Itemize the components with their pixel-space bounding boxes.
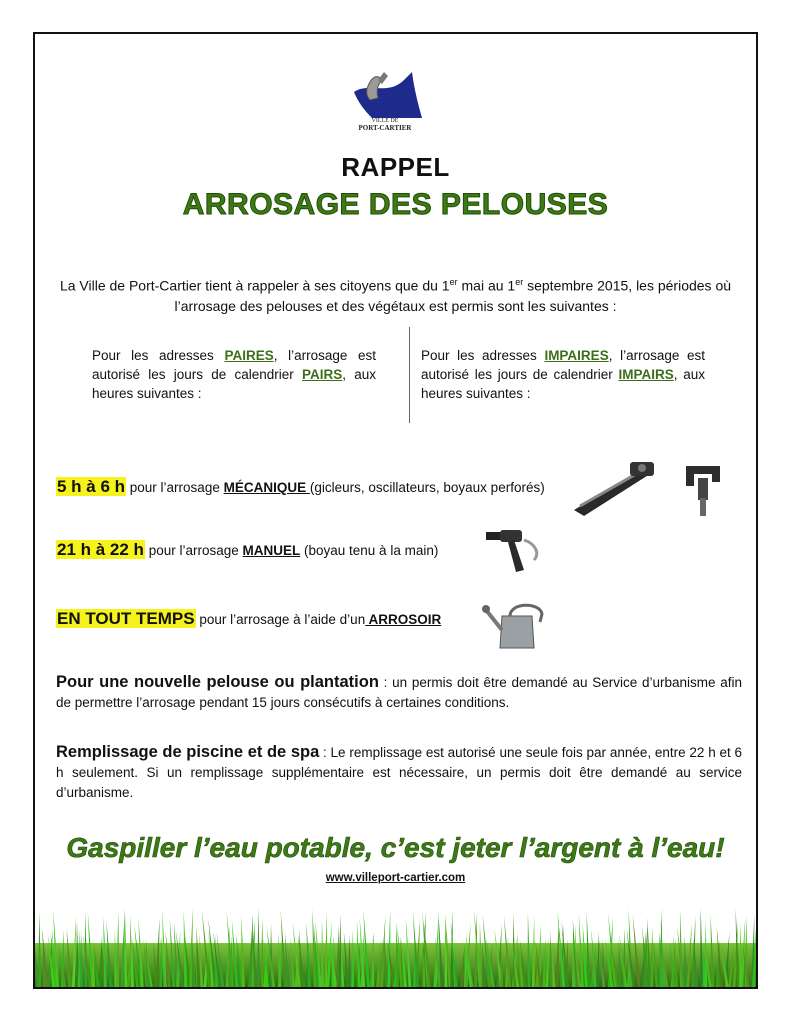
new-lawn-paragraph — [56, 672, 742, 713]
intro-text-c: septembre 2015, les périodes où — [523, 277, 732, 294]
intro-sup1: er — [449, 277, 458, 287]
slogan: Gaspiller l’eau potable, c’est jeter l’argent à l’eau! — [66, 832, 725, 863]
schedule-post: (boyau tenu à la main) — [300, 543, 439, 558]
intro-text-b: mai au 1 — [457, 277, 516, 294]
website-link[interactable]: www.villeport-cartier.com — [325, 872, 466, 884]
schedule-post: (gicleurs, oscillateurs, boyaux perforés) — [309, 480, 545, 495]
intro-paragraph — [55, 272, 736, 316]
schedule-row-mechanical — [56, 477, 545, 497]
col-left-a: Pour les adresses — [92, 348, 225, 363]
schedule-row-watering-can — [56, 609, 441, 629]
schedule-key: MANUEL — [242, 543, 301, 558]
logo-caption — [340, 118, 430, 132]
oscillating-sprinkler-icon — [570, 458, 662, 520]
intro-line2: l’arrosage des pelouses et des végétaux est permis sont les suivantes : — [174, 297, 617, 314]
schedule-key: MÉCANIQUE — [223, 480, 310, 495]
grass-illustration — [35, 905, 756, 987]
new-lawn-text: : un permis doit être demandé au Service d’urbanisme afin de permettre l’arrosage pendant 15 jours consécutifs à certaines conditions. — [56, 675, 742, 710]
time-badge: 21 h à 22 h — [57, 540, 144, 559]
logo-caption-small: VILLE DE — [371, 118, 399, 124]
schedule-row-manual — [56, 540, 438, 560]
schedule-pre: pour l’arrosage — [144, 543, 243, 558]
column-odd — [421, 346, 705, 403]
time-badge: EN TOUT TEMPS — [57, 609, 195, 628]
col-left-c: , aux heures suivantes : — [92, 367, 376, 401]
col-left-b: , l’arrosage est autorisé les jours de calendrier — [92, 348, 376, 382]
column-divider — [409, 327, 410, 423]
column-even — [92, 346, 376, 403]
pool-paragraph — [56, 742, 742, 803]
keyword-impairs: IMPAIRS — [618, 367, 674, 382]
schedule-key: ARROSOIR — [365, 612, 442, 627]
schedule-pre: pour l’arrosage à l’aide d’un — [195, 612, 366, 627]
intro-sup2: er — [515, 277, 524, 287]
time-badge: 5 h à 6 h — [57, 477, 126, 496]
keyword-impaires: IMPAIRES — [544, 348, 609, 363]
new-lawn-heading: Pour une nouvelle pelouse ou plantation — [56, 673, 379, 691]
pool-text: : Le remplissage est autorisé une seule fois par année, entre 22 h et 6 h seulement. Si un remplissage supplémentaire est nécessaire, un permis doit être demandé au service d’urbanisme. — [56, 745, 743, 800]
impact-sprinkler-icon — [680, 460, 726, 518]
keyword-paires: PAIRES — [224, 348, 274, 363]
spray-nozzle-icon — [484, 526, 550, 576]
keyword-pairs: PAIRS — [301, 367, 343, 382]
col-right-b: , l’arrosage est autorisé les jours de calendrier — [421, 348, 705, 382]
title-rappel: RAPPEL — [341, 152, 450, 182]
col-right-a: Pour les adresses — [421, 348, 545, 363]
watering-can-icon — [480, 600, 552, 652]
pool-heading: Remplissage de piscine et de spa — [56, 743, 320, 761]
schedule-pre: pour l’arrosage — [126, 480, 224, 495]
logo-caption-big: PORT-CARTIER — [358, 124, 412, 132]
intro-text-a: La Ville de Port-Cartier tient à rappeler à ses citoyens que du 1 — [59, 277, 450, 294]
col-right-c: , aux heures suivantes : — [421, 367, 705, 401]
title-arrosage: ARROSAGE DES PELOUSES — [182, 188, 609, 221]
